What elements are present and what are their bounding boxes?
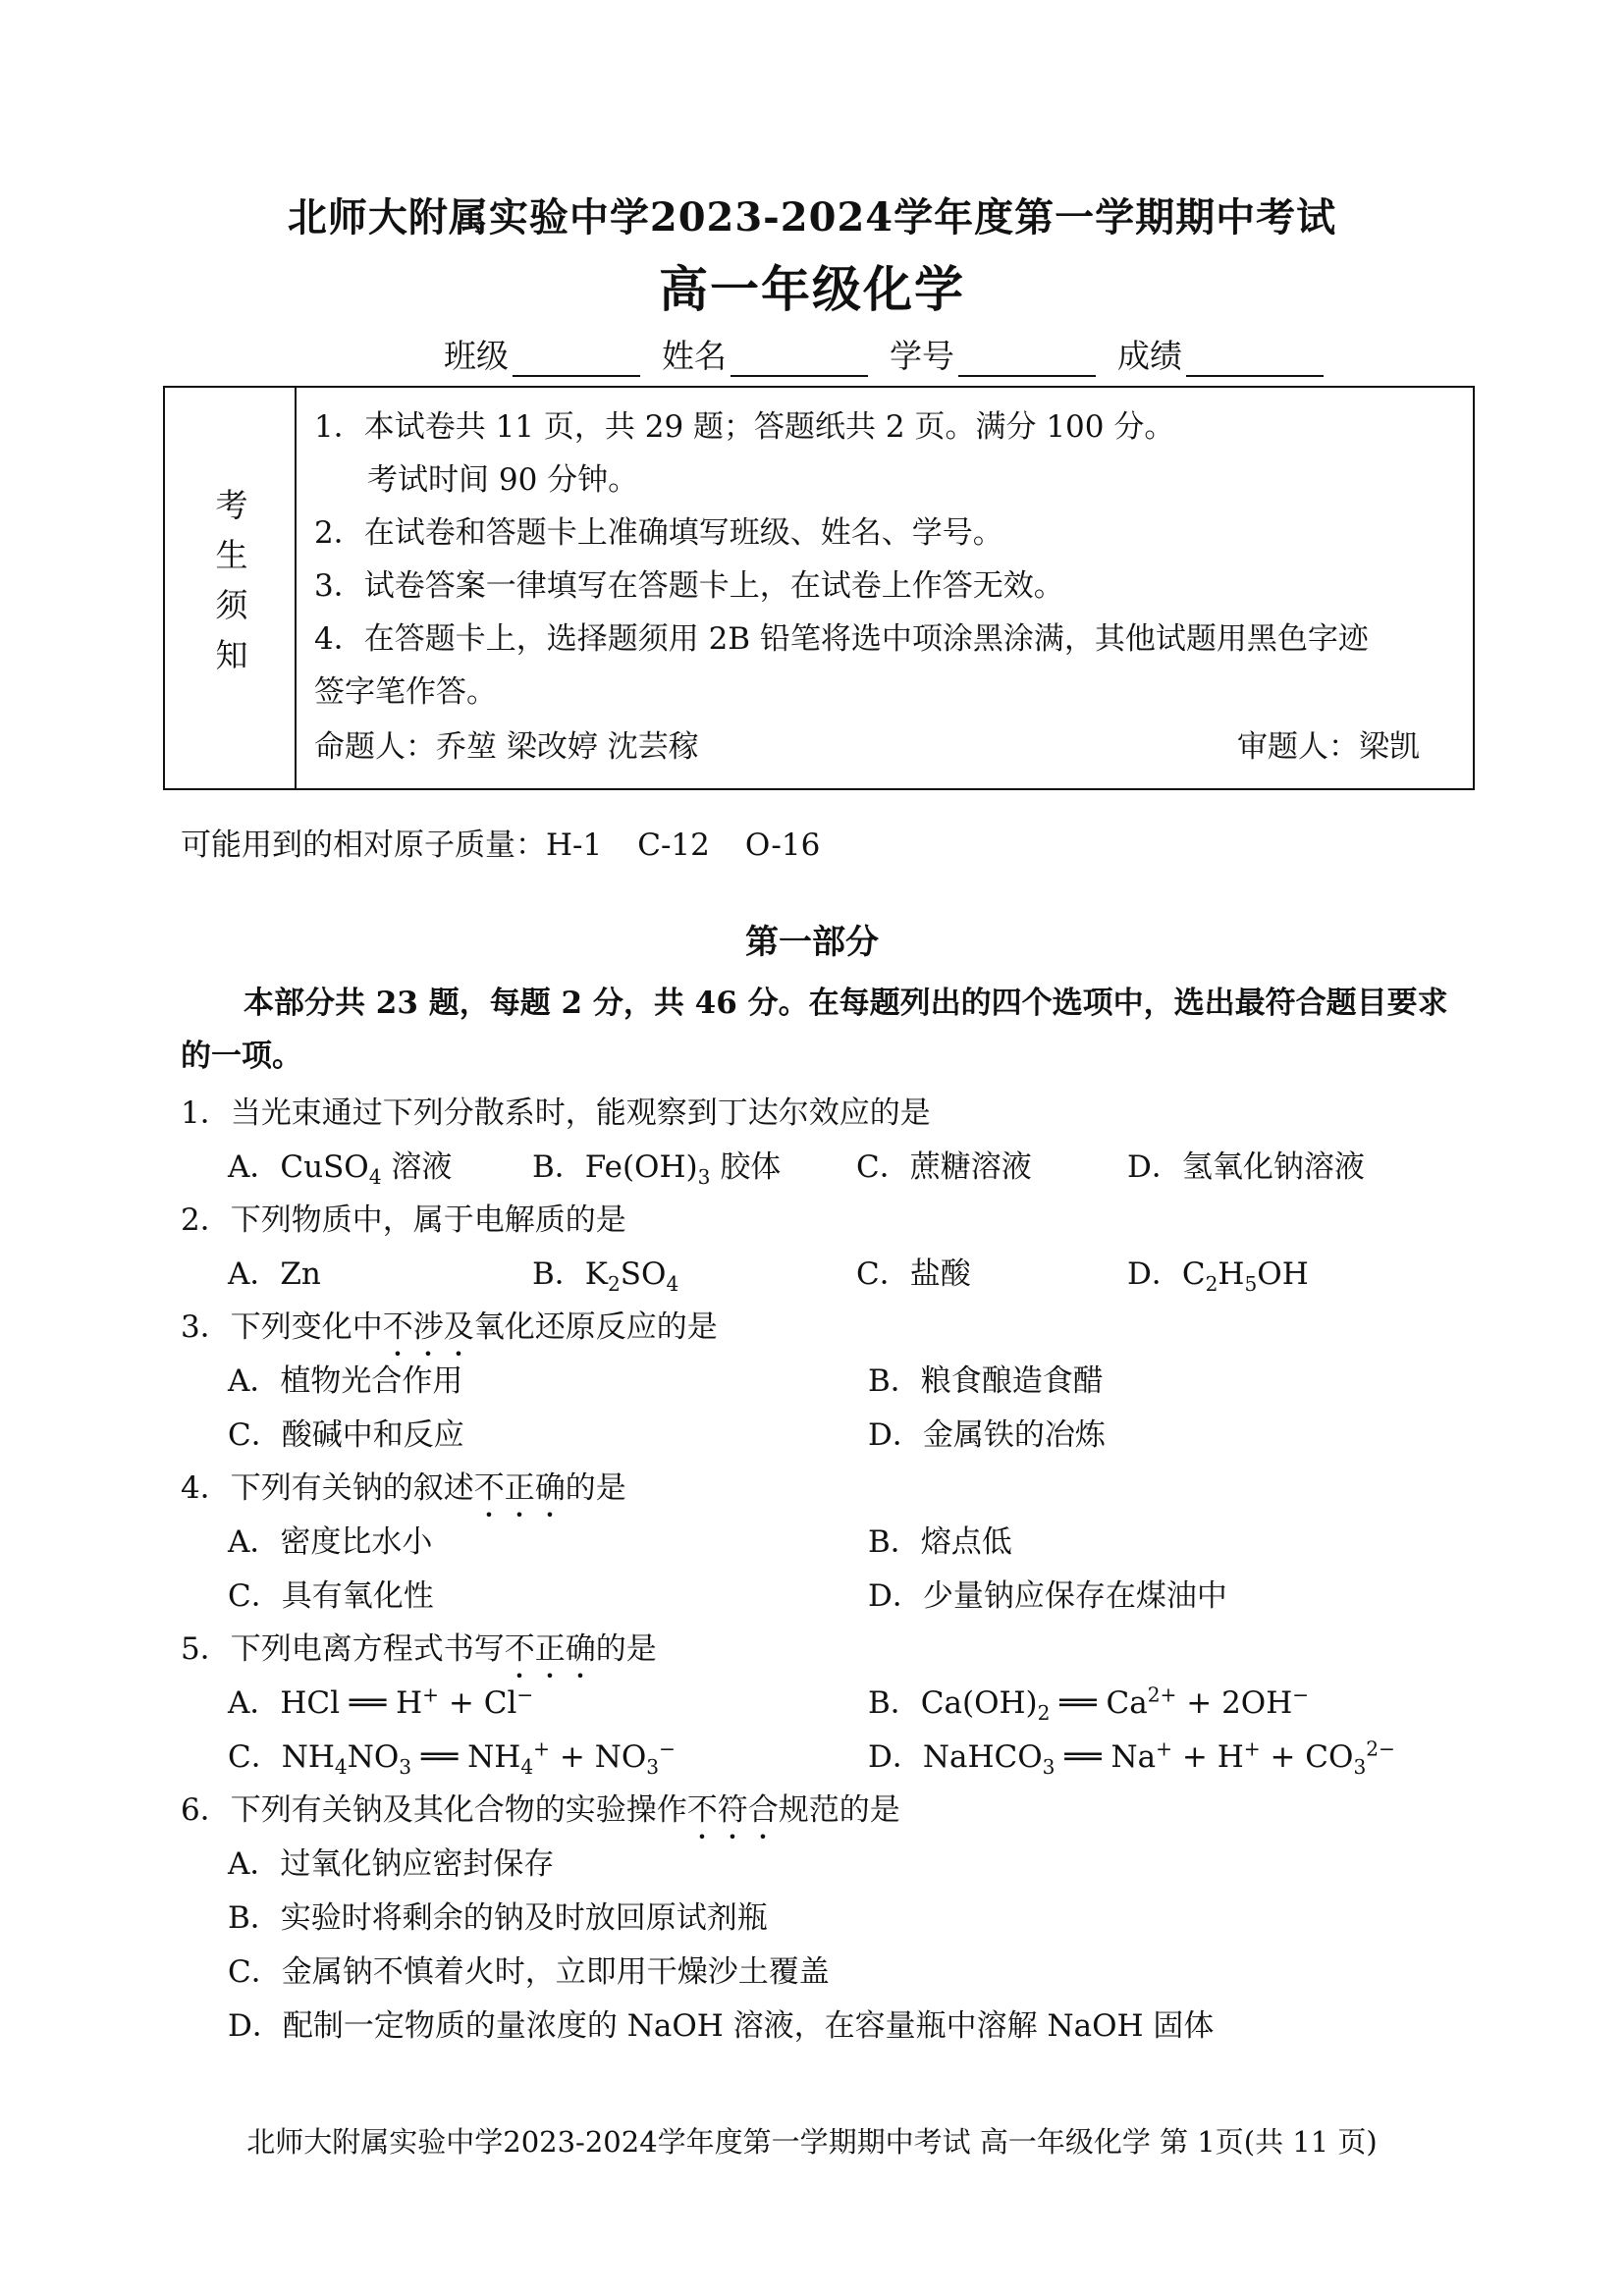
notice-item: 1．本试卷共 11 页，共 29 题；答题纸共 2 页。满分 100 分。 bbox=[314, 409, 1175, 445]
option-1a[interactable]: A．CuSO$_4$ 溶液 bbox=[228, 1149, 453, 1190]
option-2d[interactable]: D．$C_2H_5OH$ bbox=[1127, 1256, 1309, 1297]
question-1: 1．当光束通过下列分散系时，能观察到丁达尔效应的是 bbox=[181, 1095, 931, 1131]
notice-item: 2．在试卷和答题卡上准确填写班级、姓名、学号。 bbox=[314, 515, 1003, 551]
question-6: 6．下列有关钠及其化合物的实验操作不符合规范的是 bbox=[181, 1792, 900, 1828]
option-5d[interactable]: D．NaHCO$_3$ ══ $Na^+ + H^+ + CO_3^{2-}$ bbox=[868, 1736, 1395, 1780]
option-4a[interactable]: A．密度比水小 bbox=[228, 1524, 433, 1560]
question-3: 3．下列变化中不涉及氧化还原反应的是 bbox=[181, 1309, 718, 1345]
option-1c[interactable]: C．蔗糖溶液 bbox=[856, 1149, 1032, 1185]
student-info-fields bbox=[444, 331, 1324, 377]
option-3b[interactable]: B．粮食酿造食醋 bbox=[868, 1363, 1104, 1399]
option-6c[interactable]: C．金属钠不慎着火时，立即用干燥沙土覆盖 bbox=[228, 1954, 830, 1990]
emphasis-text: 不符合 bbox=[686, 1792, 779, 1828]
option-5a[interactable]: A．HCl ══ H+ + Cl− bbox=[228, 1682, 534, 1721]
equals-sign-icon: ══ bbox=[340, 1685, 397, 1721]
score-blank[interactable] bbox=[1186, 346, 1324, 377]
notice-label: 考生须知 bbox=[165, 388, 297, 788]
option-5b[interactable]: B．$Ca(OH)_2$ ══ $Ca^{2+} + 2OH^-$ bbox=[868, 1682, 1310, 1726]
reviewer: 审题人：梁凯 bbox=[1237, 729, 1420, 765]
emphasis-text: 不涉及 bbox=[382, 1309, 474, 1345]
authors: 命题人：乔堃 梁改婷 沈芸稼 bbox=[314, 729, 699, 765]
equals-sign-icon: ══ bbox=[1055, 1739, 1111, 1775]
student-id-blank[interactable] bbox=[958, 346, 1096, 377]
question-4: 4．下列有关钠的叙述不正确的是 bbox=[181, 1470, 626, 1506]
option-3c[interactable]: C．酸碱中和反应 bbox=[228, 1417, 464, 1453]
option-6a[interactable]: A．过氧化钠应密封保存 bbox=[228, 1846, 555, 1882]
equals-sign-icon: ══ bbox=[411, 1739, 468, 1775]
part-description: 本部分共 23 题，每题 2 分，共 46 分。在每题列出的四个选项中，选出最符合题目要求的一项。 bbox=[181, 986, 1448, 1074]
exam-subtitle: 高一年级化学 bbox=[659, 260, 965, 318]
option-6b[interactable]: B．实验时将剩余的钠及时放回原试剂瓶 bbox=[228, 1900, 768, 1936]
notice-item: 4．在答题卡上，选择题须用 2B 铅笔将选中项涂黑涂满，其他试题用黑色字迹 bbox=[314, 621, 1369, 657]
author-line bbox=[314, 721, 1459, 766]
option-3d[interactable]: D．金属铁的冶炼 bbox=[868, 1417, 1106, 1453]
option-4b[interactable]: B．熔点低 bbox=[868, 1524, 1012, 1560]
name-blank[interactable] bbox=[731, 346, 868, 377]
equals-sign-icon: ══ bbox=[1050, 1685, 1107, 1721]
option-1b[interactable]: B．$Fe(OH)_3$ 胶体 bbox=[532, 1149, 782, 1190]
page-footer: 北师大附属实验中学2023-2024学年度第一学期期中考试 高一年级化学 第 1页(共 11 页) bbox=[246, 2125, 1378, 2159]
atomic-masses: 可能用到的相对原子质量：H-1 C-12 O-16 bbox=[181, 828, 821, 863]
option-6d[interactable]: D．配制一定物质的量浓度的 NaOH 溶液，在容量瓶中溶解 NaOH 固体 bbox=[228, 2008, 1215, 2044]
question-5: 5．下列电离方程式书写不正确的是 bbox=[181, 1631, 657, 1667]
option-1d[interactable]: D．氢氧化钠溶液 bbox=[1127, 1149, 1365, 1185]
class-field: 班级 bbox=[444, 331, 640, 377]
option-5c[interactable]: C．$NH_4NO_3$ ══ $NH_4^+ + NO_3^-$ bbox=[228, 1736, 676, 1780]
score-field: 成绩 bbox=[1117, 331, 1324, 377]
option-2a[interactable]: A．Zn bbox=[228, 1256, 321, 1292]
emphasis-text: 不正确 bbox=[473, 1470, 566, 1506]
exam-notice-box bbox=[163, 386, 1475, 790]
emphasis-text: 不正确 bbox=[504, 1631, 596, 1667]
option-3a[interactable]: A．植物光合作用 bbox=[228, 1363, 463, 1399]
name-field: 姓名 bbox=[662, 331, 868, 377]
option-2b[interactable]: B．$K_2SO_4$ bbox=[532, 1256, 679, 1297]
option-4c[interactable]: C．具有氧化性 bbox=[228, 1578, 434, 1614]
exam-title: 北师大附属实验中学2023-2024学年度第一学期期中考试 bbox=[287, 194, 1337, 240]
question-2: 2．下列物质中，属于电解质的是 bbox=[181, 1202, 626, 1238]
option-4d[interactable]: D．少量钠应保存在煤油中 bbox=[868, 1578, 1227, 1614]
notice-item: 3．试卷答案一律填写在答题卡上，在试卷上作答无效。 bbox=[314, 568, 1064, 604]
notice-item: 考试时间 90 分钟。 bbox=[367, 462, 639, 498]
class-blank[interactable] bbox=[513, 346, 640, 377]
notice-item: 签字笔作答。 bbox=[314, 674, 497, 710]
option-2c[interactable]: C．盐酸 bbox=[856, 1256, 971, 1292]
part-title: 第一部分 bbox=[745, 923, 879, 962]
student-id-field: 学号 bbox=[890, 331, 1096, 377]
